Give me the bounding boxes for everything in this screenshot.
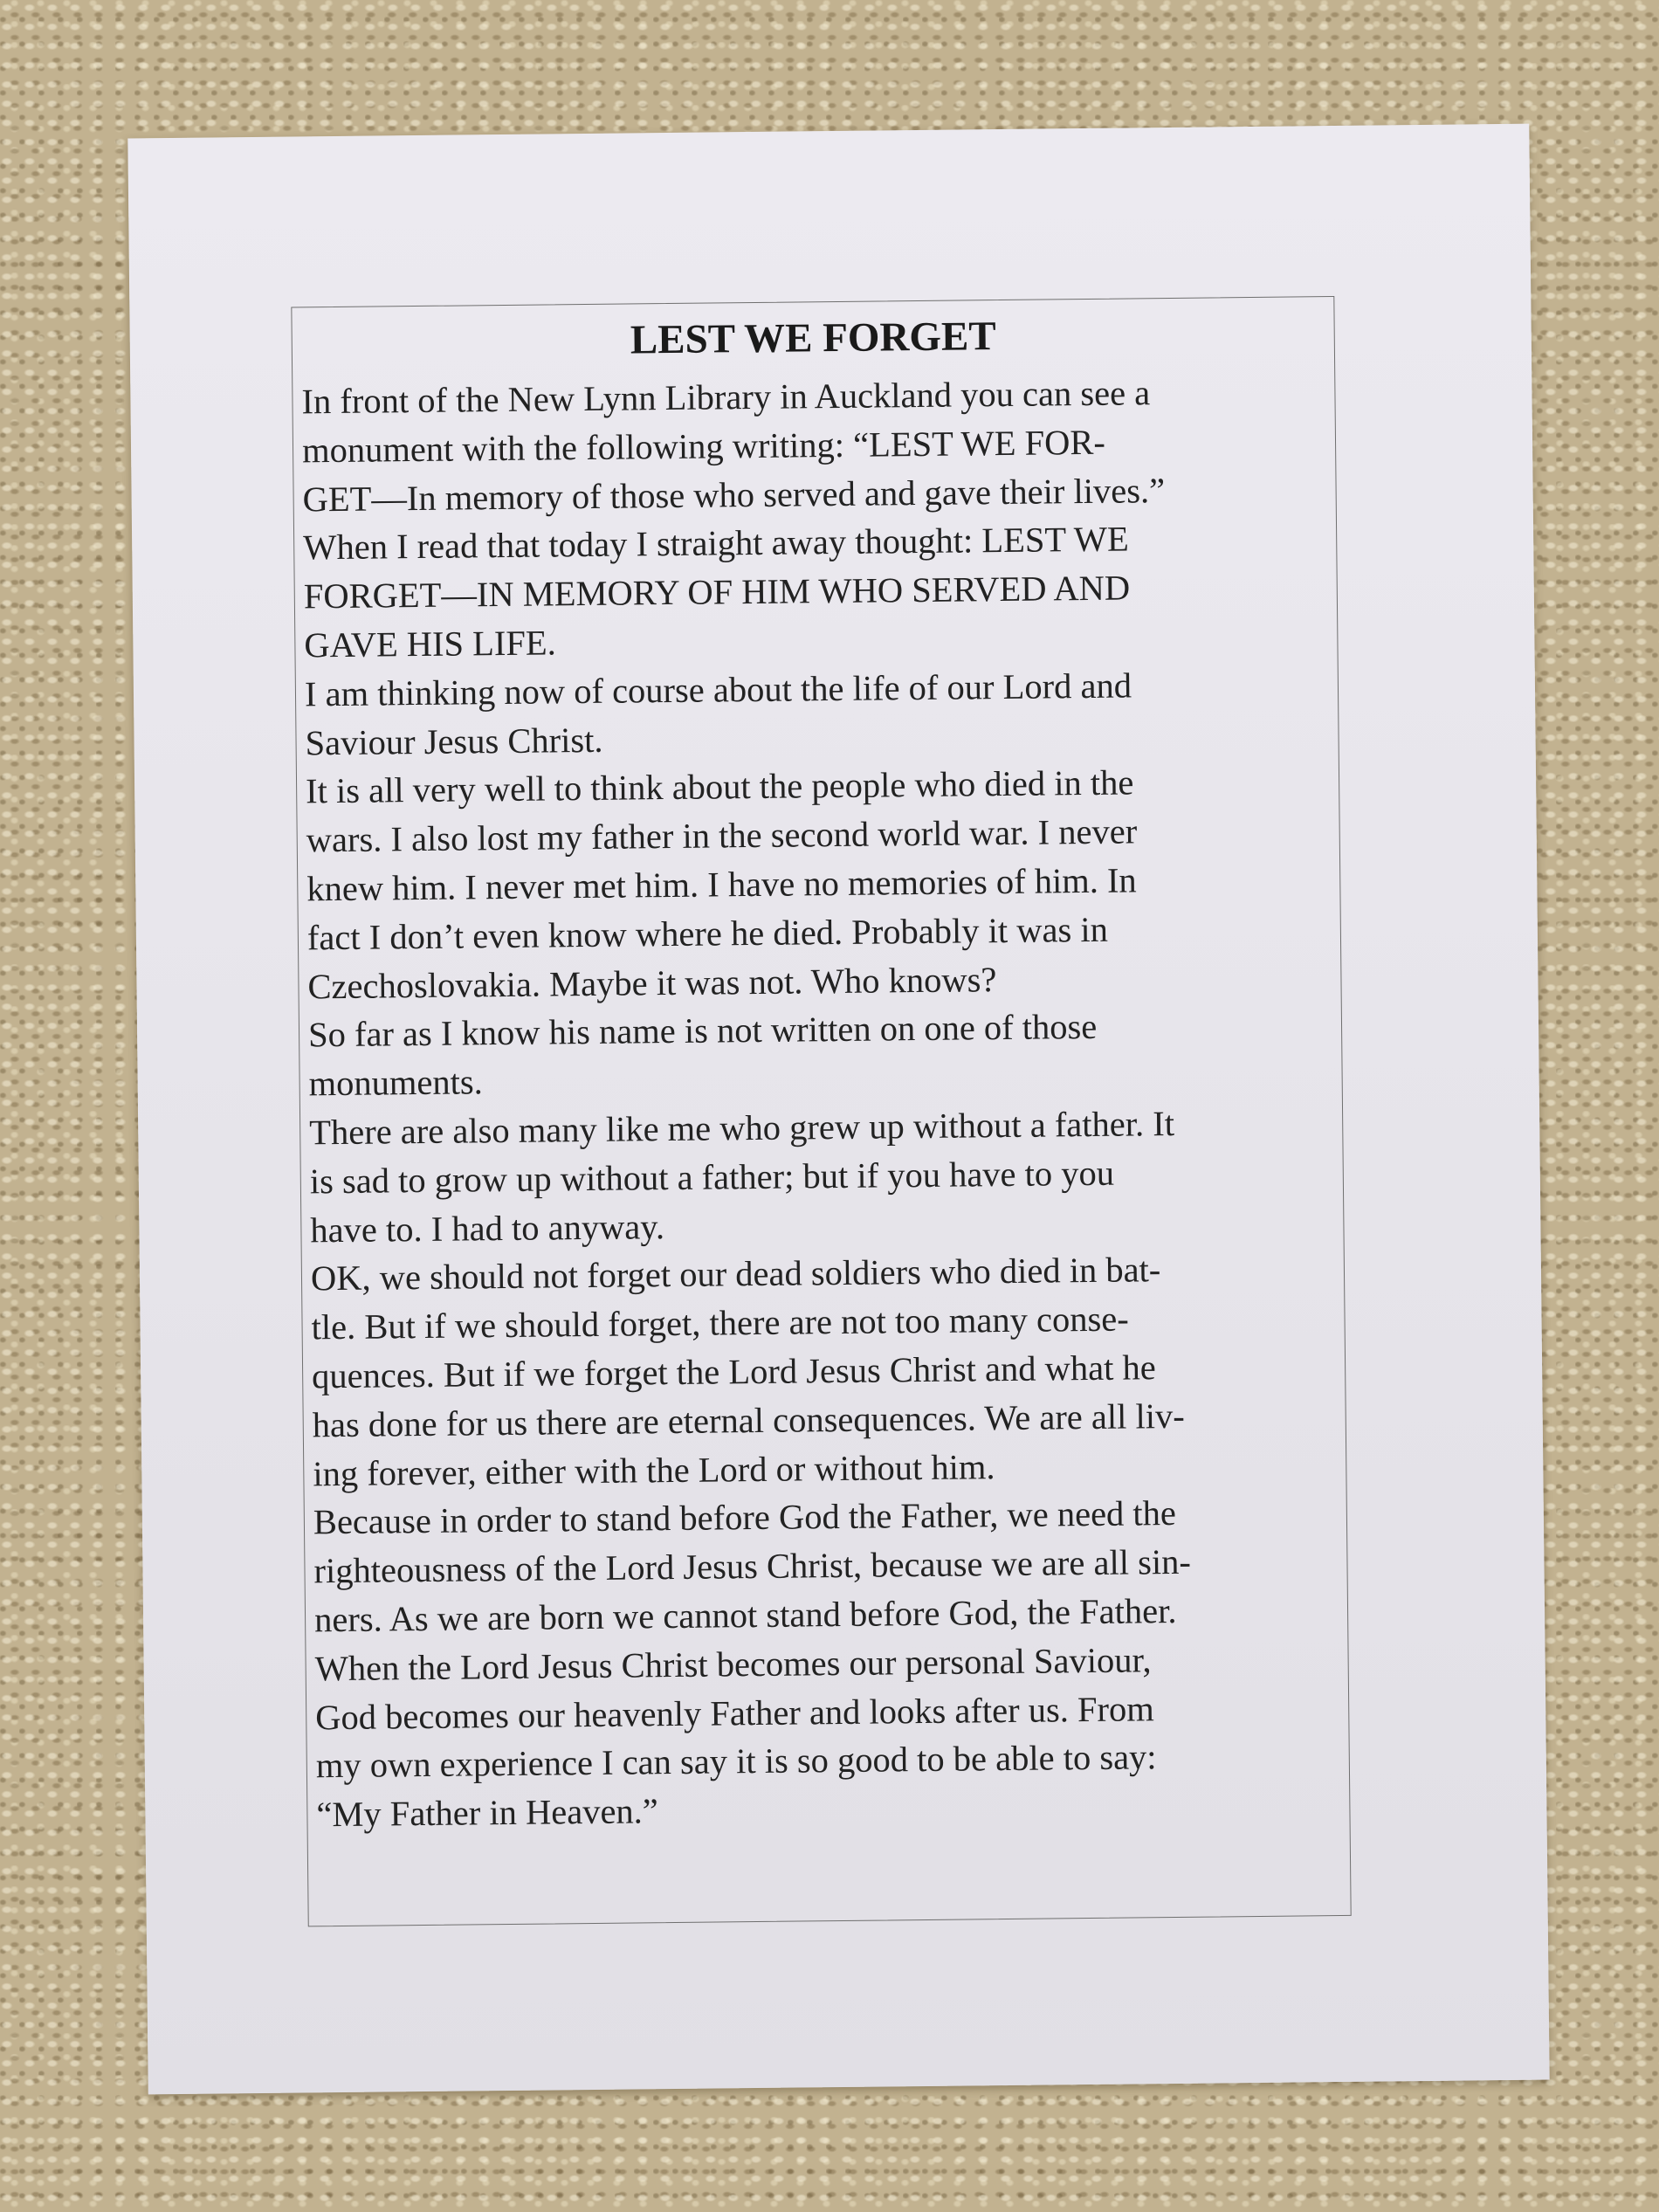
body-line: God becomes our heavenly Father and looks after us. From <box>315 1688 1154 1737</box>
body-line: In front of the New Lynn Library in Auckland you can see a <box>301 373 1151 422</box>
body-line: has done for us there are eternal consequences. We are all liv- <box>312 1395 1185 1445</box>
body-line: When I read that today I straight away thought: LEST WE <box>303 519 1129 568</box>
body-line: quences. But if we forget the Lord Jesus Christ and what he <box>311 1347 1156 1396</box>
body-line: is sad to grow up without a father; but if you have to you <box>309 1153 1115 1202</box>
body-line: monument with the following writing: “LEST WE FOR- <box>301 422 1106 471</box>
document-title: LEST WE FORGET <box>630 314 996 363</box>
body-line: GET—In memory of those who served and gave their lives.” <box>302 470 1166 519</box>
body-line: tle. But if we should forget, there are not too many conse- <box>311 1299 1129 1347</box>
document-body <box>301 367 1342 1839</box>
body-line: FORGET—IN MEMORY OF HIM WHO SERVED AND <box>303 568 1131 617</box>
body-line: When the Lord Jesus Christ becomes our personal Saviour, <box>314 1640 1152 1689</box>
body-line: fact I don’t even know where he died. Probably it was in <box>306 909 1109 958</box>
body-line: Saviour Jesus Christ. <box>305 720 603 762</box>
paper-sheet <box>127 124 1549 2095</box>
body-line: monuments. <box>308 1062 484 1104</box>
body-line: “My Father in Heaven.” <box>316 1791 659 1835</box>
body-line: GAVE HIS LIFE. <box>304 623 557 665</box>
body-line: Czechoslovakia. Maybe it was not. Who knows? <box>307 959 997 1006</box>
body-line: OK, we should not forget our dead soldiers who died in bat- <box>310 1250 1161 1299</box>
text-frame <box>291 296 1351 1926</box>
body-line: I am thinking now of course about the life of our Lord and <box>304 665 1132 714</box>
body-line: knew him. I never met him. I have no memories of him. In <box>306 860 1137 909</box>
body-line: my own experience I can say it is so good to be able to say: <box>315 1737 1157 1786</box>
body-line: have to. I had to anyway. <box>310 1206 665 1250</box>
body-line: Because in order to stand before God the Father, we need the <box>313 1493 1177 1542</box>
body-line: ing forever, either with the Lord or without him. <box>313 1446 995 1493</box>
body-line: wars. I also lost my father in the second world war. I never <box>306 811 1138 860</box>
body-line: righteousness of the Lord Jesus Christ, because we are all sin- <box>313 1541 1192 1591</box>
body-line: So far as I know his name is not written on one of those <box>307 1007 1098 1055</box>
body-line: It is all very well to think about the people who died in the <box>305 762 1134 811</box>
body-line: ners. As we are born we cannot stand before God, the Father. <box>313 1590 1177 1640</box>
body-line: There are also many like me who grew up without a father. It <box>309 1103 1175 1153</box>
